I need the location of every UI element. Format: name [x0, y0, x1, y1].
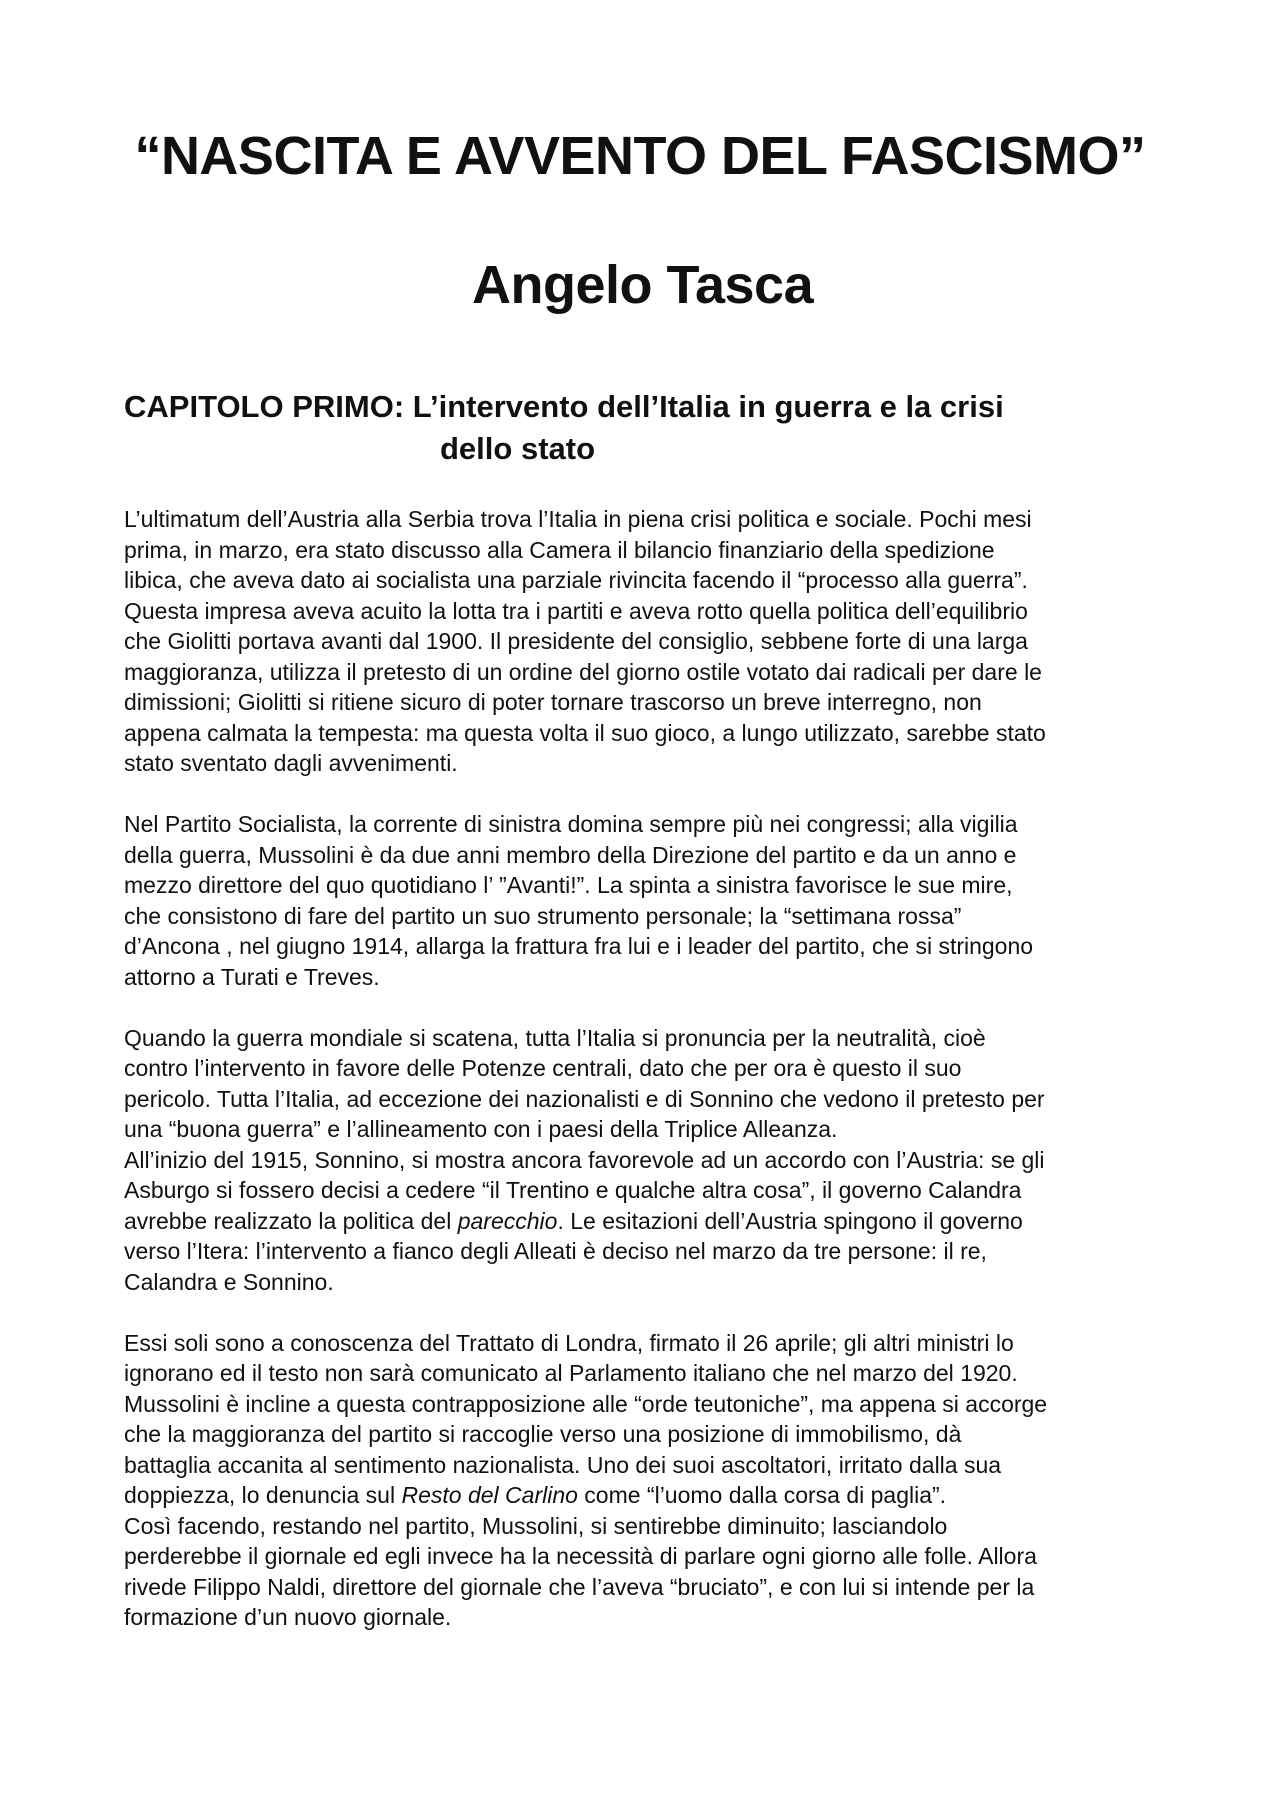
- paragraph: [124, 809, 1164, 992]
- text-line: L’ultimatum dell’Austria alla Serbia trova l’Italia in piena crisi politica e sociale. Pochi mesi: [124, 506, 1032, 532]
- text-segment: come “l’uomo dalla corsa di paglia”.: [577, 1482, 947, 1508]
- author-name: Angelo Tasca: [472, 255, 814, 315]
- text-line: Mussolini è incline a questa contrapposizione alle “orde teutoniche”, ma appena si accorge: [124, 1390, 1048, 1417]
- text-line: appena calmata la tempesta: ma questa volta il suo gioco, a lungo utilizzato, sarebbe stato: [124, 719, 1046, 746]
- text-line: Questa impresa aveva acuito la lotta tra i partiti e aveva rotto quella politica dell’equilibrio: [124, 597, 1028, 624]
- italic-term: parecchio: [457, 1207, 558, 1234]
- text-line: battaglia accanita al sentimento nazionalista. Uno dei suoi ascoltatori, irritato dalla sua: [124, 1451, 1002, 1478]
- chapter-heading-line: CAPITOLO PRIMO: L’intervento dell’Italia in guerra e la crisi: [124, 389, 1004, 424]
- text-line: una “buona guerra” e l’allineamento con i paesi della Triplice Alleanza.: [124, 1116, 838, 1142]
- chapter-heading-line: dello stato: [440, 431, 596, 466]
- paragraph: [124, 1023, 1164, 1145]
- paragraph: [124, 504, 1164, 779]
- text-line: Calandra e Sonnino.: [124, 1268, 334, 1295]
- body-text: [124, 504, 1164, 1663]
- text-line: attorno a Turati e Treves.: [124, 963, 380, 990]
- text-line: Così facendo, restando nel partito, Mussolini, si sentirebbe diminuito; lasciandolo: [124, 1512, 948, 1539]
- text-line: prima, in marzo, era stato discusso alla Camera il bilancio finanziario della spedizione: [124, 536, 995, 563]
- text-line: libica, che aveva dato ai socialista una parziale rivincita facendo il “processo alla guerra”.: [124, 567, 1028, 593]
- text-line: maggioranza, utilizza il pretesto di un ordine del giorno ostile votato dai radicali per dare le: [124, 658, 1042, 685]
- text-line: pericolo. Tutta l’Italia, ad eccezione dei nazionalisti e di Sonnino che vedono il pretesto per: [124, 1085, 1045, 1112]
- text-line: che la maggioranza del partito si raccoglie verso una posizione di immobilismo, dà: [124, 1421, 962, 1447]
- text-line: contro l’intervento in favore delle Potenze centrali, dato che per ora è questo il suo: [124, 1055, 962, 1081]
- document-title: “NASCITA E AVVENTO DEL FASCISMO”: [134, 126, 1146, 186]
- text-line: Essi soli sono a conoscenza del Trattato di Londra, firmato il 26 aprile; gli altri ministri lo: [124, 1329, 1014, 1356]
- text-line: ignorano ed il testo non sarà comunicato al Parlamento italiano che nel marzo del 1920.: [124, 1360, 1018, 1386]
- text-line: Nel Partito Socialista, la corrente di sinistra domina sempre più nei congressi; alla vigilia: [124, 811, 1018, 837]
- text-line: Quando la guerra mondiale si scatena, tutta l’Italia si pronuncia per la neutralità, cioè: [124, 1024, 986, 1051]
- italic-publication-title: Resto del Carlino: [401, 1482, 578, 1508]
- text-line: verso l’Itera: l’intervento a fianco degli Alleati è deciso nel marzo da tre persone: il re,: [124, 1238, 987, 1264]
- paragraph: [124, 1145, 1164, 1298]
- chapter-heading: [124, 386, 1164, 470]
- text-line: della guerra, Mussolini è da due anni membro della Direzione del partito e da un anno e: [124, 841, 1017, 868]
- text-segment: . Le esitazioni dell’Austria spingono il governo: [557, 1207, 1023, 1234]
- text-line: [124, 1480, 1164, 1511]
- text-line: [124, 1206, 1164, 1237]
- text-line: che Giolitti portava avanti dal 1900. Il presidente del consiglio, sebbene forte di una larga: [124, 628, 1028, 654]
- paragraph: [124, 1511, 1164, 1633]
- text-line: dimissioni; Giolitti si ritiene sicuro di poter tornare trascorso un breve interregno, non: [124, 689, 982, 715]
- text-line: stato sventato dagli avvenimenti.: [124, 750, 458, 776]
- text-line: d’Ancona , nel giugno 1914, allarga la frattura fra lui e i leader del partito, che si stringono: [124, 933, 1034, 959]
- text-line: formazione d’un nuovo giornale.: [124, 1604, 452, 1630]
- text-line: perderebbe il giornale ed egli invece ha la necessità di parlare ogni giorno alle folle. Allora: [124, 1543, 1037, 1569]
- text-segment: avrebbe realizzato la politica del: [124, 1207, 458, 1234]
- paragraph: [124, 1328, 1164, 1511]
- text-line: All’inizio del 1915, Sonnino, si mostra ancora favorevole ad un accordo con l’Austria: se gli: [124, 1146, 1045, 1173]
- text-segment: doppiezza, lo denuncia sul: [124, 1482, 402, 1508]
- text-line: mezzo direttore del quo quotidiano l’ ”Avanti!”. La spinta a sinistra favorisce le sue mire,: [124, 872, 1013, 898]
- text-line: che consistono di fare del partito un suo strumento personale; la “settimana rossa”: [124, 902, 962, 929]
- text-line: Asburgo si fossero decisi a cedere “il Trentino e qualche altra cosa”, il governo Calandra: [124, 1177, 1022, 1203]
- text-line: rivede Filippo Naldi, direttore del giornale che l’aveva “bruciato”, e con lui si intende per la: [124, 1573, 1035, 1600]
